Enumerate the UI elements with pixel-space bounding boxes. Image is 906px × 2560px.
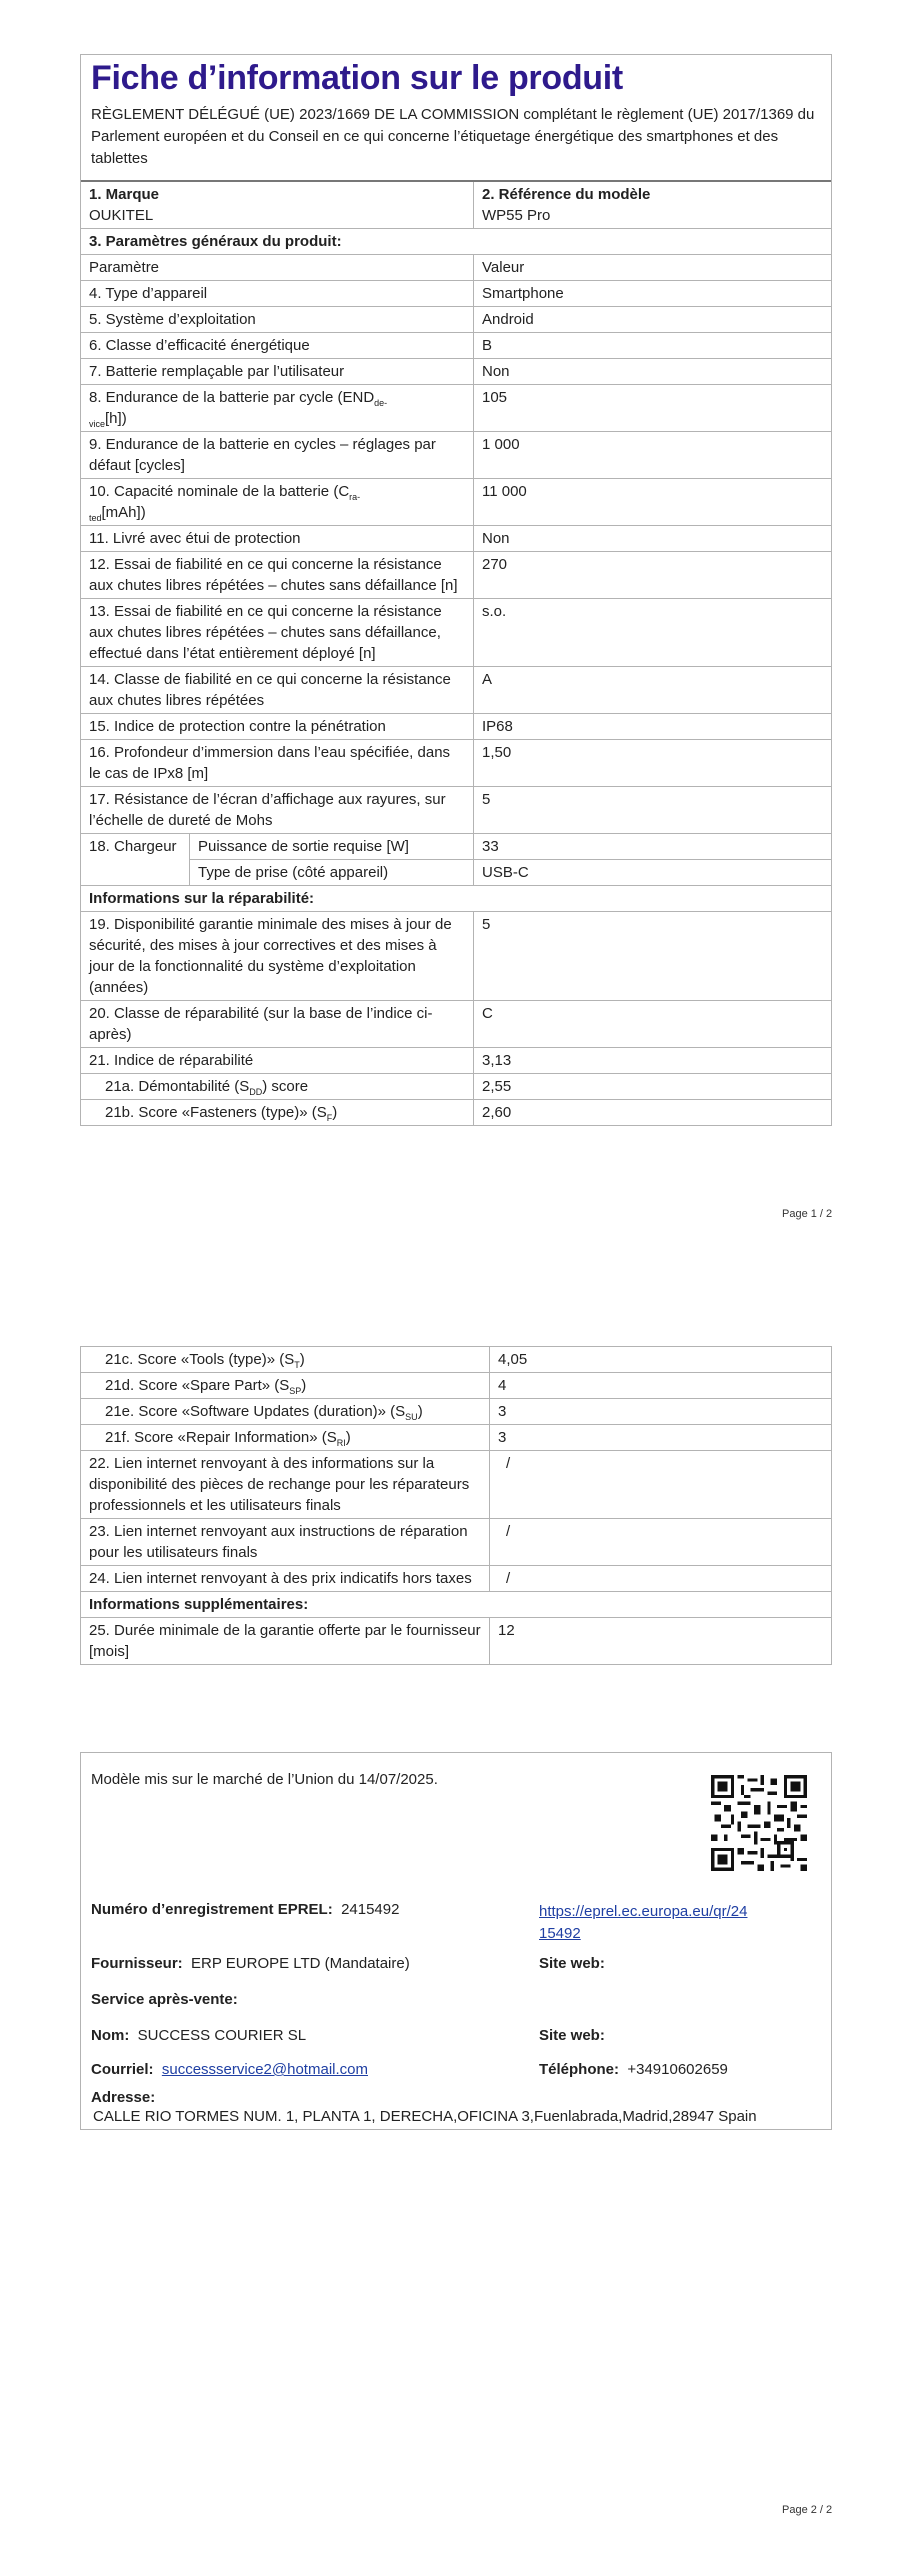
row-label (81, 1100, 474, 1126)
row-value: Android (474, 307, 832, 333)
row-value: 4 (490, 1373, 832, 1399)
charger-subtable (81, 834, 473, 885)
table-row (81, 552, 831, 599)
row-label: 7. Batterie remplaçable par l’utilisateur (81, 359, 474, 385)
table-row (81, 479, 831, 526)
eprel-label: Numéro d’enregistrement EPREL: (91, 1901, 333, 1918)
eprel-value: 2415492 (341, 1901, 400, 1918)
table-row (81, 1618, 831, 1665)
row-label (81, 1074, 474, 1100)
row-label: 22. Lien internet renvoyant à des informations sur la disponibilité des pièces de rechange pour les réparateurs professionnels et les utilisateurs finals (81, 1451, 490, 1519)
row21e-text: 21e. Score «Software Updates (duration)» (S (105, 1403, 406, 1420)
product-table-page2 (81, 1347, 831, 1664)
row-value: 3 (490, 1425, 832, 1451)
row-value: 1 000 (474, 432, 832, 479)
charger-cell (81, 834, 474, 886)
email-row (91, 2059, 368, 2081)
page-number-1: Page 1 / 2 (782, 1208, 833, 1220)
row8-sub-b: vice (89, 419, 106, 429)
row-label: 19. Disponibilité garantie minimale des mises à jour de sécurité, des mises à jour correctives et des mises à jour de la fonctionnalité du système d’exploitation (années) (81, 912, 474, 1001)
charger-power-label: Puissance de sortie requise [W] (190, 834, 474, 860)
row-value: B (474, 333, 832, 359)
row-label: 16. Profondeur d’immersion dans l’eau spécifiée, dans le cas de IPx8 [m] (81, 740, 474, 787)
row-value: Non (474, 526, 832, 552)
table-row (81, 307, 831, 333)
row8-unit: [h]) (105, 410, 127, 427)
row-label: 25. Durée minimale de la garantie offerte par le fournisseur [mois] (81, 1618, 490, 1665)
phone-value: +34910602659 (627, 2061, 728, 2078)
row10-label-text: 10. Capacité nominale de la batterie (C (89, 483, 350, 500)
charger-plug-value: USB-C (482, 864, 529, 881)
table-row (81, 912, 831, 1001)
name-row (91, 2025, 306, 2047)
param-header: Paramètre (81, 255, 474, 281)
brand-cell (81, 181, 474, 229)
table-row (81, 333, 831, 359)
charger-values-cell (474, 834, 832, 886)
row-label: 4. Type d’appareil (81, 281, 474, 307)
row-label (81, 1425, 490, 1451)
supplier-row (91, 1953, 410, 1975)
row-value: 105 (474, 385, 832, 432)
row21c-sub: T (294, 1360, 300, 1370)
row21a-text: 21a. Démontabilité (S (105, 1078, 250, 1095)
address-label: Adresse: (91, 2089, 156, 2106)
model-label: 2. Référence du modèle (482, 186, 651, 203)
row-value: s.o. (474, 599, 832, 667)
table-row (81, 1399, 831, 1425)
row-label: 9. Endurance de la batterie en cycles – réglages par défaut [cycles] (81, 432, 474, 479)
page1-header (81, 55, 831, 180)
section-general-heading: 3. Paramètres généraux du produit: (81, 229, 831, 255)
table-row (81, 834, 831, 886)
row21b-suffix: ) (332, 1104, 338, 1121)
charger-label: 18. Chargeur (81, 834, 190, 885)
table-row (81, 1048, 831, 1074)
regulation-intro: RÈGLEMENT DÉLÉGUÉ (UE) 2023/1669 DE LA COMMISSION complétant le règlement (UE) 2017/1369 du Parlement européen et du Conseil en ce qui concerne l’étiquetage énergétique des smartphones et des tablettes (91, 106, 815, 167)
brand-value: OUKITEL (89, 207, 154, 224)
charger-plug-label: Type de prise (côté appareil) (198, 864, 389, 881)
row-value: 4,05 (490, 1347, 832, 1373)
section-repair-heading: Informations sur la réparabilité: (81, 886, 831, 912)
row21a-suffix: ) score (262, 1078, 309, 1095)
product-table-page1 (81, 180, 831, 1125)
row-label: 23. Lien internet renvoyant aux instructions de réparation pour les utilisateurs finals (81, 1519, 490, 1566)
row-label (81, 1399, 490, 1425)
row-label (81, 479, 474, 526)
table-row (81, 1451, 831, 1519)
brand-label: 1. Marque (89, 186, 160, 203)
table-row (81, 1519, 831, 1566)
page1-sheet (80, 54, 832, 1126)
charger-power-value: 33 (474, 834, 831, 860)
row-value: 270 (474, 552, 832, 599)
row-label: 12. Essai de fiabilité en ce qui concerne la résistance aux chutes libres répétées – chutes sans défaillance [n] (81, 552, 474, 599)
table-row (81, 255, 831, 281)
row-value: 3 (490, 1399, 832, 1425)
model-cell (474, 181, 832, 229)
row-value: 3,13 (474, 1048, 832, 1074)
qr-code[interactable] (711, 1775, 807, 1871)
row-label: 5. Système d’exploitation (81, 307, 474, 333)
row-value: IP68 (474, 714, 832, 740)
row21f-suffix: ) (345, 1429, 351, 1446)
row-label: 15. Indice de protection contre la pénétration (81, 714, 474, 740)
phone-row (539, 2059, 728, 2081)
site-web-label-1: Site web: (539, 1955, 605, 1972)
row-value: / (490, 1451, 832, 1519)
table-row (81, 1347, 831, 1373)
row21c-text: 21c. Score «Tools (type)» (S (105, 1351, 295, 1368)
service-label: Service après-vente: (91, 1991, 238, 2008)
row-value: C (474, 1001, 832, 1048)
table-row (81, 385, 831, 432)
page2-sheet (80, 1346, 832, 1665)
page-title: Fiche d’information sur le produit (91, 59, 623, 97)
row-value: Non (474, 359, 832, 385)
model-value: WP55 Pro (482, 207, 551, 224)
table-row (81, 740, 831, 787)
table-row (81, 667, 831, 714)
row-label (81, 385, 474, 432)
row-value: 12 (490, 1618, 832, 1665)
row21d-text: 21d. Score «Spare Part» (S (105, 1377, 290, 1394)
row-value: / (490, 1519, 832, 1566)
registration-info-box (80, 1752, 832, 2130)
row-value: 2,60 (474, 1100, 832, 1126)
row10-sub-a: ra- (349, 492, 361, 502)
row10-unit: [mAh]) (101, 504, 146, 521)
row-label: 20. Classe de réparabilité (sur la base de l’indice ci-après) (81, 1001, 474, 1048)
section-extra-heading: Informations supplémentaires: (81, 1592, 831, 1618)
row-label: 13. Essai de fiabilité en ce qui concerne la résistance aux chutes libres répétées – chutes sans défaillance, effectué dans l’état entièrement déployé [n] (81, 599, 474, 667)
row8-label-text: 8. Endurance de la batterie par cycle (END (89, 389, 375, 406)
row-value: 5 (474, 787, 832, 834)
row-label: 14. Classe de fiabilité en ce qui concerne la résistance aux chutes libres répétées (81, 667, 474, 714)
row8-sub-a: de- (374, 398, 388, 408)
supplier-label: Fournisseur: (91, 1955, 183, 1972)
table-row (81, 1100, 831, 1126)
eprel-link-line-2[interactable]: 15492 (539, 1925, 581, 1942)
row21f-sub: RI (336, 1438, 346, 1448)
row-value: Smartphone (474, 281, 832, 307)
row-value: 2,55 (474, 1074, 832, 1100)
eprel-link[interactable] (539, 1901, 747, 1945)
row-value: 11 000 (474, 479, 832, 526)
row-label: 21. Indice de réparabilité (81, 1048, 474, 1074)
value-header: Valeur (474, 255, 832, 281)
row-label: 17. Résistance de l’écran d’affichage aux rayures, sur l’échelle de dureté de Mohs (81, 787, 474, 834)
row-label (81, 1347, 490, 1373)
row21a-sub: DD (249, 1087, 263, 1097)
row21d-suffix: ) (301, 1377, 307, 1394)
row21d-sub: SP (289, 1386, 302, 1396)
table-row (81, 1074, 831, 1100)
page-number-2: Page 2 / 2 (782, 2504, 833, 2516)
row-label (81, 1373, 490, 1399)
row-label: 11. Livré avec étui de protection (81, 526, 474, 552)
row21b-sub: F (326, 1113, 333, 1123)
row-value: 5 (474, 912, 832, 1001)
row-value: A (474, 667, 832, 714)
address-value: CALLE RIO TORMES NUM. 1, PLANTA 1, DERECHA,OFICINA 3,Fuenlabrada,Madrid,28947 Spain (93, 2108, 757, 2125)
site-web-label-2: Site web: (539, 2027, 605, 2044)
row-label: 6. Classe d’efficacité énergétique (81, 333, 474, 359)
name-label: Nom: (91, 2027, 130, 2044)
row-label: 24. Lien internet renvoyant à des prix indicatifs hors taxes (81, 1566, 490, 1592)
table-row (81, 359, 831, 385)
table-row (81, 526, 831, 552)
table-row (81, 599, 831, 667)
supplier-value: ERP EUROPE LTD (Mandataire) (191, 1955, 410, 1972)
table-row (81, 1373, 831, 1399)
table-row (81, 281, 831, 307)
row21e-sub: SU (405, 1412, 418, 1422)
row21b-text: 21b. Score «Fasteners (type)» (S (105, 1104, 327, 1121)
market-date-text: Modèle mis sur le marché de l’Union du 14/07/2025. (91, 1771, 438, 1788)
table-row (81, 714, 831, 740)
row-value: 1,50 (474, 740, 832, 787)
eprel-row (91, 1899, 399, 1921)
table-row (81, 1001, 831, 1048)
row10-sub-b: ted (89, 513, 102, 523)
name-value: SUCCESS COURIER SL (137, 2027, 307, 2044)
email-link[interactable]: successservice2@hotmail.com (161, 2061, 368, 2078)
row-value: / (490, 1566, 832, 1592)
row21c-suffix: ) (299, 1351, 305, 1368)
row21f-text: 21f. Score «Repair Information» (S (105, 1429, 337, 1446)
eprel-link-line-1[interactable]: https://eprel.ec.europa.eu/qr/24 (539, 1903, 748, 1920)
email-label: Courriel: (91, 2061, 154, 2078)
phone-label: Téléphone: (539, 2061, 620, 2078)
table-row (81, 1425, 831, 1451)
row21e-suffix: ) (417, 1403, 423, 1420)
table-row (81, 432, 831, 479)
table-row (81, 787, 831, 834)
table-row (81, 1566, 831, 1592)
